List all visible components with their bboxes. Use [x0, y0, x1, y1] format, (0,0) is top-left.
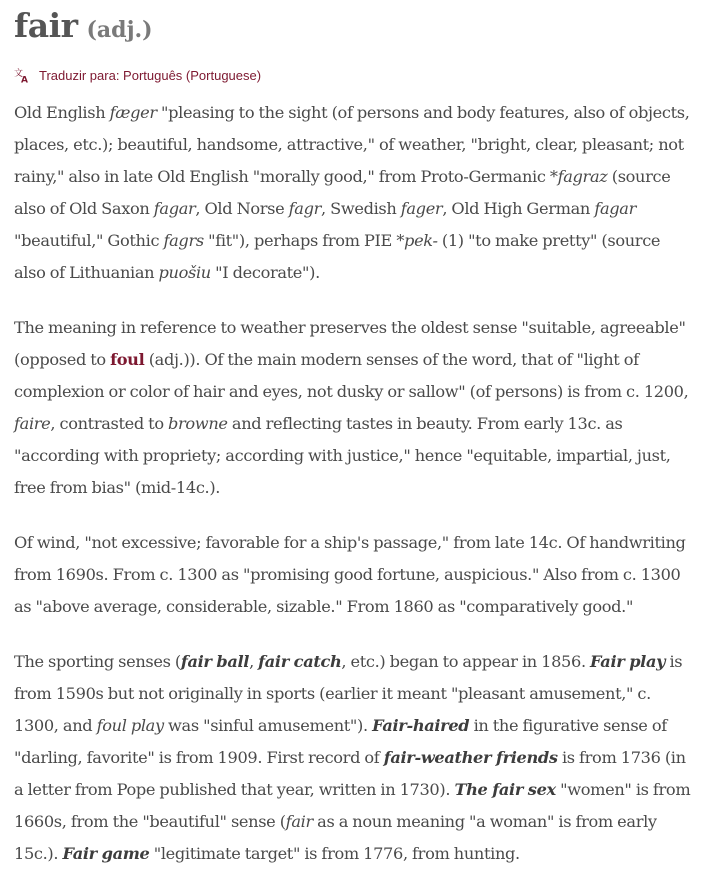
term-browne: browne: [168, 414, 228, 433]
phrase-the-fair-sex: The fair sex: [454, 780, 556, 799]
phrase-fair-weather-friends: fair-weather friends: [383, 748, 558, 767]
term-fagar-german: fagar: [594, 199, 636, 218]
phrase-fair-ball: fair ball: [180, 652, 250, 671]
headword: fair: [14, 6, 78, 45]
term-pek: *pek-: [396, 231, 438, 250]
phrase-fair-haired: Fair-haired: [372, 716, 470, 735]
term-faeger: fæger: [109, 103, 157, 122]
svg-text:文: 文: [14, 69, 24, 79]
translate-link[interactable]: [14, 64, 693, 86]
paragraph-sporting: The sporting senses (fair ball, fair catch, etc.) began to appear in 1856. Fair play is from 1590s but not originally in sports (earlier it meant "pleasant amusement," c. 1300, and foul play was "sinful amusement"). Fair-haired in the figurative sense of "darling, favorite" is from 1909. First record of fair-weather friends is from 1736 (in a letter from Pope published that year, written in 1730). The fair sex "women" is from 1660s, from the "beautiful" sense (fair as a noun meaning "a woman" is from early 15c.). Fair game "legitimate target" is from 1776, from hunting.: [14, 652, 691, 863]
term-foul-play: foul play: [96, 716, 164, 735]
paragraph-meanings: The meaning in reference to weather preserves the oldest sense "suitable, agreeable" (opposed to foul (adj.)). Of the main modern senses of the word, that of "light of complexion or color of hair and eyes, not dusky or sallow" (of persons) is from c. 1200, faire, contrasted to browne and reflecting tastes in beauty. From early 13c. as "according with propriety; according with justice," hence "equitable, impartial, just, free from bias" (mid-14c.).: [14, 318, 689, 497]
phrase-fair-game: Fair game: [62, 844, 150, 863]
svg-text:A: A: [21, 75, 28, 83]
term-fair-noun: fair: [285, 812, 313, 831]
entry-heading: [14, 6, 693, 58]
translate-label: Traduzir para: Português (Portuguese): [39, 67, 262, 83]
term-faire: faire: [14, 414, 51, 433]
phrase-fair-play: Fair play: [590, 652, 666, 671]
term-fagar-saxon: fagar: [153, 199, 196, 218]
term-fagr: fagr: [288, 199, 321, 218]
part-of-speech: (adj.): [86, 17, 153, 43]
translate-icon: [14, 67, 30, 83]
paragraph-origin: Old English fæger "pleasing to the sight (of persons and body features, also of objects, places, etc.); beautiful, handsome, attractive," of weather, "bright, clear, pleasant; not rainy," also in late Old English "morally good," from Proto-Germanic *fagraz (source also of Old Saxon fagar, Old Norse fagr, Swedish fager, Old High German fagar "beautiful," Gothic fagrs "fit"), perhaps from PIE *pek- (1) "to make pretty" (source also of Lithuanian puošiu "I decorate").: [14, 103, 690, 282]
foul-link[interactable]: foul: [110, 350, 145, 369]
term-puosiu: puošiu: [158, 263, 211, 282]
paragraph-wind: Of wind, "not excessive; favorable for a ship's passage," from late 14c. Of handwriting from 1690s. From c. 1300 as "promising good fortune, auspicious." Also from c. 1300 as "above average, considerable, sizable." From 1860 as "comparatively good.": [14, 533, 686, 616]
term-fager: fager: [400, 199, 443, 218]
entry-body: [14, 97, 693, 870]
term-fagrs: fagrs: [163, 231, 204, 250]
term-fagraz: *fagraz: [549, 167, 608, 186]
phrase-fair-catch: fair catch: [258, 652, 342, 671]
